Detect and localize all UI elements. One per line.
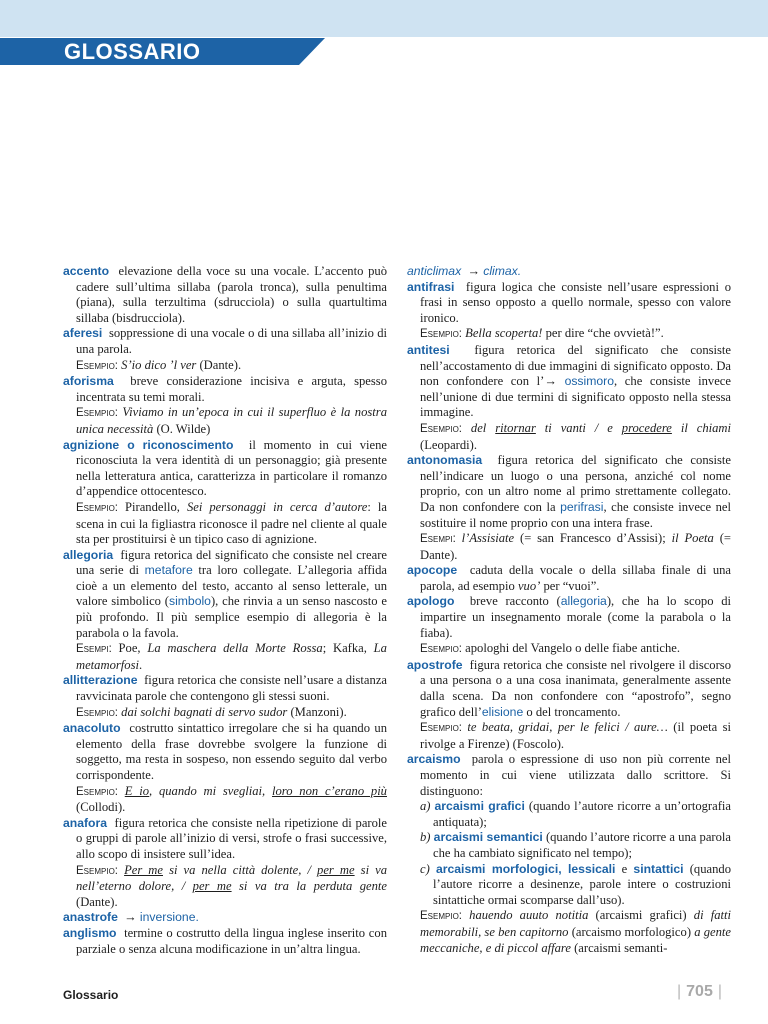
list-marker: c): [420, 861, 430, 876]
example: [63, 358, 387, 375]
example: [407, 326, 731, 343]
entry-apocope: [407, 563, 731, 594]
example: [63, 784, 387, 816]
definition: figura retorica del significato che consiste nell’accostamento di due immagini di significato opposto. Da non confondere con l’→: [420, 342, 732, 389]
term: apologo: [407, 594, 455, 609]
definition: (quando l’autore ricorre a desinenze, parole intere o costruzioni sintattiche ormai scomparse dall’uso).: [433, 861, 732, 907]
entry-anastrofe: [63, 910, 387, 926]
definition: figura retorica del significato che consiste nel creare una serie di: [76, 547, 387, 578]
cross-reference-link[interactable]: elisione: [481, 704, 524, 719]
list-marker: a): [420, 799, 431, 814]
term: allitterazione: [63, 673, 138, 688]
example-author: Poe,: [118, 641, 141, 656]
entry-apostrofe: [407, 658, 731, 720]
cross-reference-link[interactable]: metafore: [144, 563, 193, 578]
example-label: Esempio:: [76, 706, 118, 719]
definition: (quando l’autore ricorre a una parola che ha cambiato significato nel tempo);: [433, 830, 731, 860]
definition: (quando l’autore ricorre a un’ortografia antiquata);: [433, 799, 731, 829]
underlined-text: E io: [124, 783, 150, 798]
divider-icon: |: [717, 983, 723, 1000]
example: [407, 421, 731, 453]
example-label: Esempio:: [420, 328, 462, 341]
term: anastrofe: [63, 910, 118, 925]
entry-accento: [63, 264, 387, 326]
term: arcaismi grafici: [434, 799, 525, 814]
example: [407, 720, 731, 752]
example-text: del: [470, 420, 487, 435]
example-gloss: (arcaismi semanti-: [574, 940, 668, 955]
example-source: per dire “che ovvietà!”.: [545, 326, 664, 341]
example: [407, 641, 731, 658]
cross-reference-link[interactable]: climax.: [483, 264, 522, 278]
definition: per “vuoi”.: [543, 578, 600, 593]
definition: figura retorica del significato che consiste nell’indicare un luogo o una persona, anziché col nome proprio, con un altro nome al primo strettamente collegato. Da non confondere con la: [420, 453, 732, 514]
example-text: si va nell’eterno dolore, /: [76, 862, 388, 894]
example-text: te beata, gridai, per le felici / aure…: [467, 720, 668, 735]
term: arcaismi semantici: [433, 830, 543, 845]
example: [63, 641, 387, 673]
example-label: Esempio:: [420, 722, 462, 735]
underlined-text: procedere: [621, 420, 672, 435]
term: aforisma: [63, 374, 114, 389]
page-title: GLOSSARIO: [64, 39, 201, 64]
example-author: Pirandello,: [125, 499, 180, 514]
example-text: dai solchi bagnati di servo sudor: [121, 704, 288, 719]
term: anticlimax: [407, 264, 462, 278]
conjunction: e: [621, 861, 628, 876]
definition: , che consiste invece nell’unione di due termini di significato opposto nella stessa immagine.: [420, 374, 731, 420]
example: [407, 531, 731, 563]
term: antonomasia: [407, 453, 483, 468]
footer-label: Glossario: [63, 988, 119, 1002]
entry-anafora: [63, 816, 387, 863]
term: aferesi: [63, 326, 103, 341]
term: accento: [63, 264, 110, 278]
entry-antonomasia: [407, 453, 731, 531]
cross-reference-link[interactable]: simbolo: [168, 594, 211, 609]
divider-icon: |: [677, 983, 682, 1000]
glossary-column-right: [407, 264, 731, 956]
entry-arcaismo: [407, 752, 731, 799]
entry-apologo: [407, 594, 731, 641]
entry-antitesi: [407, 343, 731, 421]
entry-allitterazione: [63, 673, 387, 704]
term: apostrofe: [407, 657, 463, 672]
example-text: l’Assisiate: [461, 531, 515, 546]
term: apocope: [407, 563, 458, 578]
list-item: [407, 830, 731, 861]
example-text: si va tra la perduta gente: [239, 879, 388, 894]
example-text: S’io dico ’l ver: [121, 357, 197, 372]
example-label: Esempio:: [420, 910, 462, 923]
example: [63, 405, 387, 437]
example-source: (O. Wilde): [156, 421, 211, 436]
example-gloss: (arcaismi grafici): [595, 908, 687, 923]
glossary-column-left: [63, 264, 387, 957]
definition: breve considerazione incisiva e arguta, spesso incentrata su temi morali.: [76, 374, 388, 404]
term: antitesi: [407, 342, 450, 357]
example-gloss: (= san Francesco d’Assisi);: [520, 531, 666, 546]
definition: breve racconto (: [469, 594, 561, 609]
example-text: a gente meccaniche, e di piccol affare: [420, 924, 732, 955]
cross-reference-link[interactable]: allegoria: [560, 594, 607, 609]
example-gloss: (= Dante).: [420, 531, 732, 562]
list-marker: b): [420, 830, 431, 845]
example-word: vuo’: [517, 578, 541, 593]
underlined-text: loro non c’erano più: [271, 783, 387, 798]
example-label: Esempio:: [76, 864, 118, 877]
definition: il momento in cui viene riconosciuta la vera identità di un personaggio; già presente nella letteratura antica, caratterizza in particolare il romanzo d’appendice ottocentesco.: [76, 437, 387, 499]
example-label: Esempi:: [76, 643, 112, 656]
example-source: (il poeta si rivolge a Firenze) (Foscolo).: [420, 720, 731, 751]
underlined-text: per me: [317, 862, 355, 877]
entry-allegoria: [63, 548, 387, 642]
example-source: (Manzoni).: [290, 704, 347, 719]
example-label: Esempio:: [76, 407, 118, 420]
example-source: (Leopardi).: [420, 437, 477, 452]
cross-reference-link[interactable]: inversione.: [139, 910, 199, 925]
example: [63, 500, 387, 548]
entry-aferesi: [63, 326, 387, 357]
definition: figura logica che consiste nell’usare espressioni o frasi in senso opposto a quello normale, spesso con valore ironico.: [420, 279, 732, 325]
definition: o del troncamento.: [526, 704, 621, 719]
example-label: Esempio:: [76, 501, 118, 514]
example-title: La maschera della Morte Rossa: [147, 641, 323, 656]
underlined-text: Per me: [124, 862, 163, 877]
example-text: : la scena in cui la figliastra riconosce il padre nel cliente al quale sta per prostituirsi è un tipico caso di agnizione.: [76, 499, 387, 547]
term: arcaismi morfologici, lessicali: [435, 861, 616, 876]
punctuation: .: [138, 657, 143, 672]
arrow-icon: →: [124, 910, 137, 925]
definition: parola o espressione di uso non più corrente nel momento in cui viene utilizzata dallo scrittore. Si distinguono:: [420, 752, 732, 798]
example: [63, 863, 387, 911]
definition: elevazione della voce su una vocale. L’accento può cadere sull’ultima sillaba (parola tronca), sulla penultima (piana), sulla terzultima (sdrucciola) o sulla quartultima sillaba (bisdrucciola).: [76, 264, 387, 325]
example-label: Esempio:: [420, 643, 462, 656]
example-text: hauendo auuto notitia: [469, 908, 589, 923]
example-gloss: (arcaismo morfologico): [571, 924, 692, 939]
example-text: Bella scoperta!: [465, 326, 543, 341]
definition: figura retorica che consiste nell’usare a distanza ravvicinata parole che contengono gli stessi suoni.: [76, 673, 387, 704]
term: agnizione o riconoscimento: [63, 437, 234, 452]
term: anafora: [63, 815, 108, 830]
definition: ), che rinvia a un senso nascosto e più profondo. Il più semplice esempio di allegoria è la parabola o la favola.: [76, 594, 387, 640]
example-text: il chiami: [680, 420, 732, 435]
example: [407, 908, 731, 956]
example-label: Esempio:: [420, 422, 462, 435]
term: antifrasi: [407, 279, 455, 294]
term: anglismo: [63, 925, 117, 940]
example-label: Esempi:: [420, 533, 456, 546]
definition: termine o costrutto della lingua inglese inserito con parziale o senza alcuna modificazione in un’altra lingua.: [76, 925, 387, 956]
definition: figura retorica che consiste nella ripetizione di parole o gruppi di parole all’inizio di versi, strofe o frasi successive, allo scopo di insistere sull’idea.: [76, 815, 387, 861]
example-title: Sei personaggi in cerca d’autore: [186, 499, 368, 514]
example-source: (Collodi).: [76, 800, 126, 815]
definition: , che consiste invece nel sostituire il nome proprio con una intera frase.: [420, 499, 731, 530]
entry-anacoluto: [63, 721, 387, 783]
underlined-text: ritornar: [495, 420, 536, 435]
example-label: Esempio:: [76, 785, 118, 798]
definition: figura retorica che consiste nel rivolgere il discorso a una persona o a una cosa inanimata, generalmente assente dalla scena. Da non confondere con “apostrofo”, segno grafico dell’: [420, 657, 732, 719]
term: anacoluto: [63, 721, 121, 736]
example-text: si va nella città dolente, /: [169, 862, 311, 877]
example-text: il Poeta: [671, 531, 714, 546]
list-item: [407, 862, 731, 909]
definition: soppressione di una vocale o di una sillaba all’inizio di una parola.: [76, 326, 388, 356]
entry-anticlimax: [407, 264, 731, 280]
entry-aforisma: [63, 374, 387, 405]
example-label: Esempio:: [76, 359, 118, 372]
example-author: ; Kafka,: [322, 641, 367, 656]
example: [63, 705, 387, 722]
term: sintattici: [633, 861, 684, 876]
example-source: (Dante).: [199, 357, 242, 372]
definition: ), che ha lo scopo di impartire un insegnamento morale (come la parabola o la fiaba).: [420, 594, 732, 640]
term: arcaismo: [407, 752, 461, 767]
example-text: apologhi del Vangelo o delle fiabe antiche.: [465, 641, 680, 656]
page-number: [672, 983, 727, 1001]
arrow-icon: →: [467, 264, 481, 278]
definition: caduta della vocale o della sillaba finale di una parola, ad esempio: [420, 563, 732, 593]
list-item: [407, 799, 731, 830]
example-text: Viviamo in un’epoca in cui il superfluo è la nostra unica necessità: [76, 405, 387, 436]
example-text: ti vanti / e: [544, 420, 613, 435]
entry-agnizione: [63, 438, 387, 500]
cross-reference-link[interactable]: ossimoro: [564, 374, 615, 389]
example-source: (Dante).: [76, 894, 118, 909]
definition: tra loro collegate. L’allegoria affida cioè a un elemento del testo, accanto al senso letterale, un valore simbolico (: [76, 563, 387, 609]
example-text: , quando mi svegliai,: [149, 783, 266, 798]
cross-reference-link[interactable]: perifrasi: [560, 499, 604, 514]
term: allegoria: [63, 547, 114, 562]
top-band: [0, 0, 768, 37]
example-title: La metamorfosi: [76, 641, 387, 672]
example-text: di fatti memorabili, se ben capitorno: [420, 908, 732, 939]
entry-antifrasi: [407, 280, 731, 327]
underlined-text: per me: [192, 879, 232, 894]
entry-anglismo: [63, 926, 387, 957]
definition: costrutto sintattico irregolare che si ha quando un elemento della frase dovrebbe svolgere la funzione di soggetto, ma resta in sospeso, non essendo seguito dal verbo corrispondente.: [76, 721, 388, 782]
page-number-value: 705: [686, 983, 713, 1000]
